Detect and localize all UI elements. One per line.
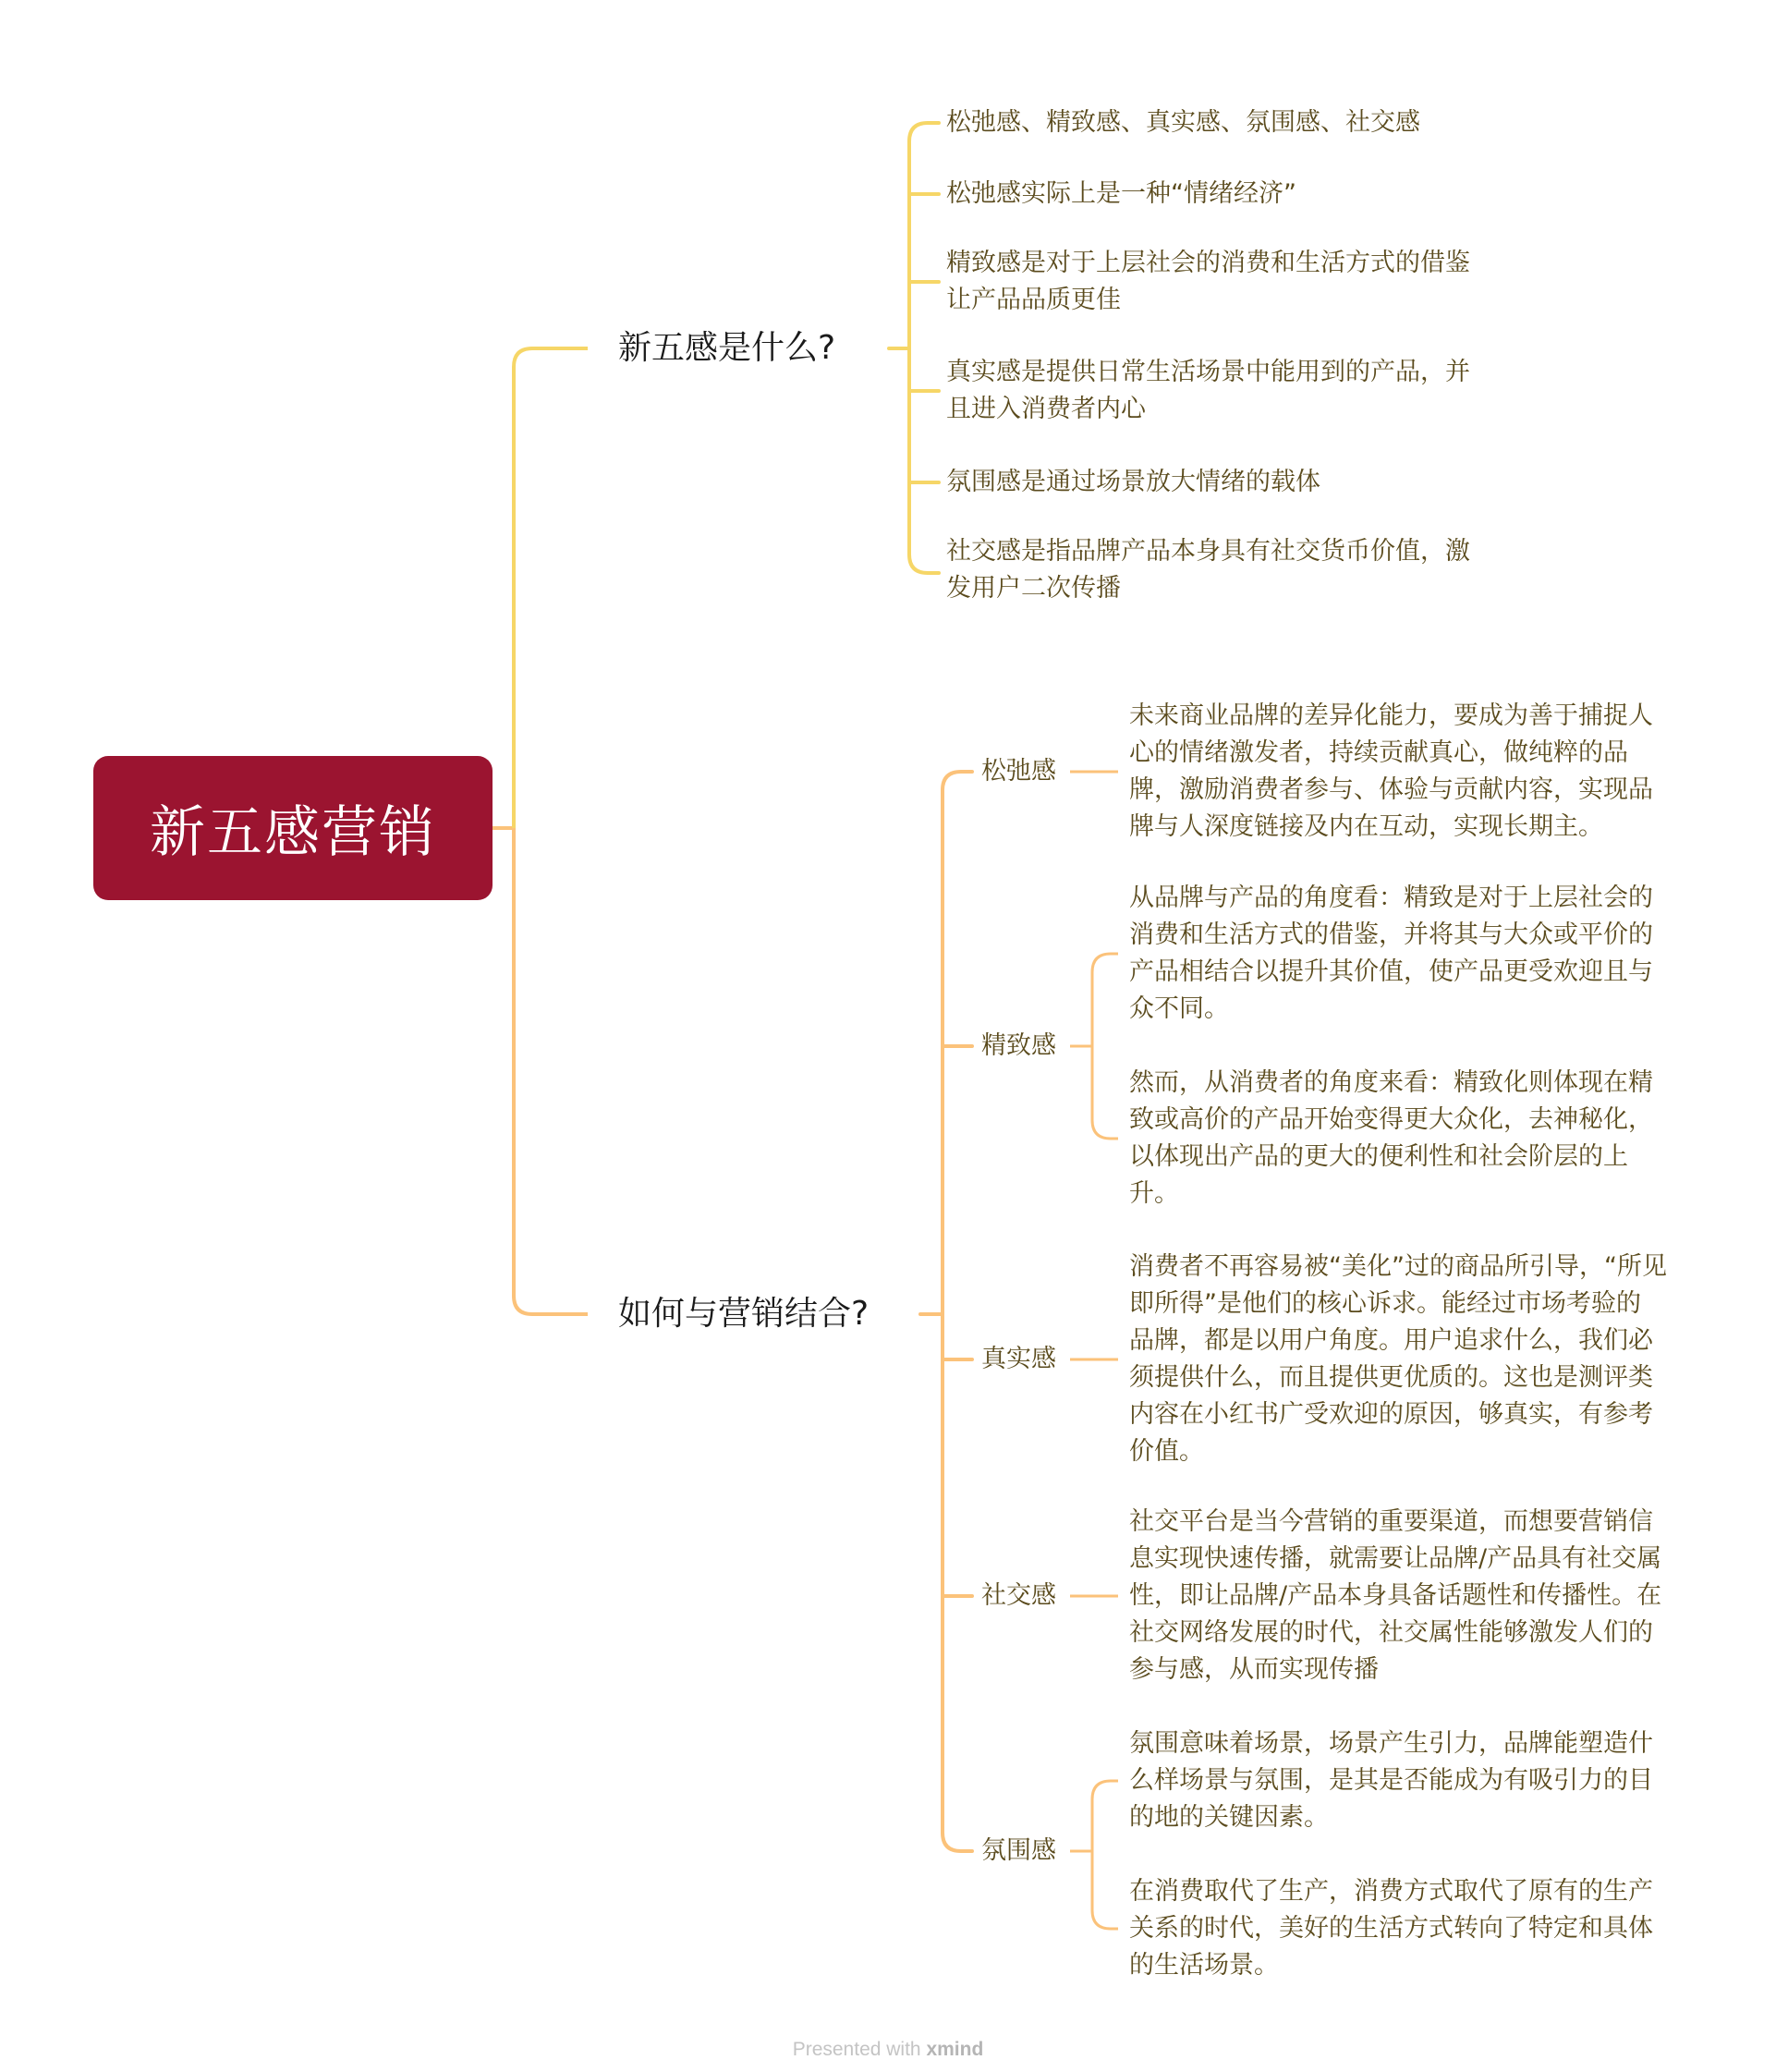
detail-line: 内容在小红书广受欢迎的原因，够真实，有参考 [1129,1400,1653,1429]
leaf-line: 社交感是指品牌产品本身具有社交货币价值，激 [946,537,1470,566]
detail-line: 在消费取代了生产，消费方式取代了原有的生产 [1129,1877,1653,1906]
detail-fenwei-lifestyle[interactable] [1129,1873,1653,1984]
branch-how-combine[interactable]: 如何与营销结合? [618,1295,870,1333]
leaf-line: 松弛感、精致感、真实感、氛围感、社交感 [946,108,1420,137]
leaf-line: 且进入消费者内心 [946,395,1146,423]
detail-line: 产品相结合以提升其价值，使产品更受欢迎且与 [1129,957,1653,986]
xmind-brand-logo[interactable]: xmind [926,2039,984,2060]
detail-songchi[interactable] [1129,698,1653,846]
leaf-item[interactable] [946,104,1420,141]
sub-fenwei-connector [1070,1781,1118,1929]
detail-line: 致或高价的产品开始变得更大众化，去神秘化， [1129,1105,1653,1134]
detail-jingzhi-brand[interactable] [1129,880,1653,1028]
detail-line: 众不同。 [1129,994,1229,1023]
detail-line: 消费和生活方式的借鉴，并将其与大众或平价的 [1129,920,1653,949]
detail-line: 即所得”是他们的核心诉求。能经过市场考验的 [1129,1289,1641,1318]
sub-jingzhi-connector [1070,954,1118,1139]
leaf-line: 精致感是对于上层社会的消费和生活方式的借鉴 [946,249,1470,277]
detail-jingzhi-consumer[interactable] [1129,1065,1653,1213]
detail-fenwei-scene[interactable] [1129,1725,1653,1836]
leaf-item[interactable] [946,464,1320,501]
detail-line: 社交网络发展的时代，社交属性能够激发人们的 [1129,1618,1653,1647]
detail-line: 从品牌与产品的角度看：精致是对于上层社会的 [1129,884,1653,912]
detail-line: 品牌，都是以用户角度。用户追求什么，我们必 [1129,1326,1653,1355]
detail-line: 的地的关键因素。 [1129,1803,1329,1832]
branch1-connector [514,348,588,828]
sub-topic-jingzhi[interactable]: 精致感 [981,1031,1056,1060]
detail-line: 以体现出产品的更大的便利性和社会阶层的上 [1129,1142,1628,1171]
leaf-line: 让产品品质更佳 [946,286,1121,314]
branch1-leaf-bracket [889,123,939,573]
leaf-line: 发用户二次传播 [946,574,1121,603]
leaf-item[interactable] [946,245,1470,319]
sub-topic-zhenshi[interactable]: 真实感 [981,1345,1056,1373]
branch2-connector [514,828,588,1314]
detail-line: 参与感，从而实现传播 [1129,1655,1379,1684]
root-topic[interactable]: 新五感营销 [93,756,493,900]
detail-line: 关系的时代，美好的生活方式转向了特定和具体 [1129,1914,1653,1943]
branch-what-is[interactable]: 新五感是什么? [618,329,836,367]
detail-line: 消费者不再容易被“美化”过的商品所引导，“所见 [1129,1252,1667,1281]
footer-prefix: Presented with [792,2039,927,2060]
detail-shejiao[interactable] [1129,1504,1661,1688]
leaf-line: 氛围感是通过场景放大情绪的载体 [946,468,1320,496]
sub-topic-shejiao[interactable]: 社交感 [981,1581,1056,1610]
detail-line: 息实现快速传播，就需要让品牌/产品具有社交属 [1129,1544,1662,1573]
leaf-item[interactable] [946,354,1470,428]
leaf-item[interactable] [946,176,1296,213]
leaf-line: 真实感是提供日常生活场景中能用到的产品，并 [946,358,1470,386]
detail-line: 心的情绪激发者，持续贡献真心，做纯粹的品 [1129,738,1628,767]
detail-line: 未来商业品牌的差异化能力，要成为善于捕捉人 [1129,701,1653,730]
detail-zhenshi[interactable] [1129,1249,1667,1470]
detail-line: 然而，从消费者的角度来看：精致化则体现在精 [1129,1068,1653,1097]
presented-with-footer [0,2039,1776,2061]
leaf-item[interactable] [946,533,1470,607]
leaf-line: 松弛感实际上是一种“情绪经济” [946,179,1296,208]
branch2-sub-bracket [920,772,972,1851]
detail-line: 性，即让品牌/产品本身具备话题性和传播性。在 [1129,1581,1662,1610]
detail-line: 升。 [1129,1179,1179,1208]
sub-topic-songchi[interactable]: 松弛感 [981,757,1056,786]
detail-line: 么样场景与氛围，是其是否能成为有吸引力的目 [1129,1766,1653,1795]
detail-line: 牌，激励消费者参与、体验与贡献内容，实现品 [1129,775,1653,804]
detail-line: 价值。 [1129,1437,1204,1466]
sub-topic-fenwei[interactable]: 氛围感 [981,1836,1056,1865]
detail-line: 的生活场景。 [1129,1951,1279,1980]
detail-line: 氛围意味着场景，场景产生引力，品牌能塑造什 [1129,1729,1653,1758]
detail-line: 牌与人深度链接及内在互动，实现长期主。 [1129,812,1603,841]
detail-line: 社交平台是当今营销的重要渠道，而想要营销信 [1129,1507,1653,1536]
detail-line: 须提供什么，而且提供更优质的。这也是测评类 [1129,1363,1653,1392]
